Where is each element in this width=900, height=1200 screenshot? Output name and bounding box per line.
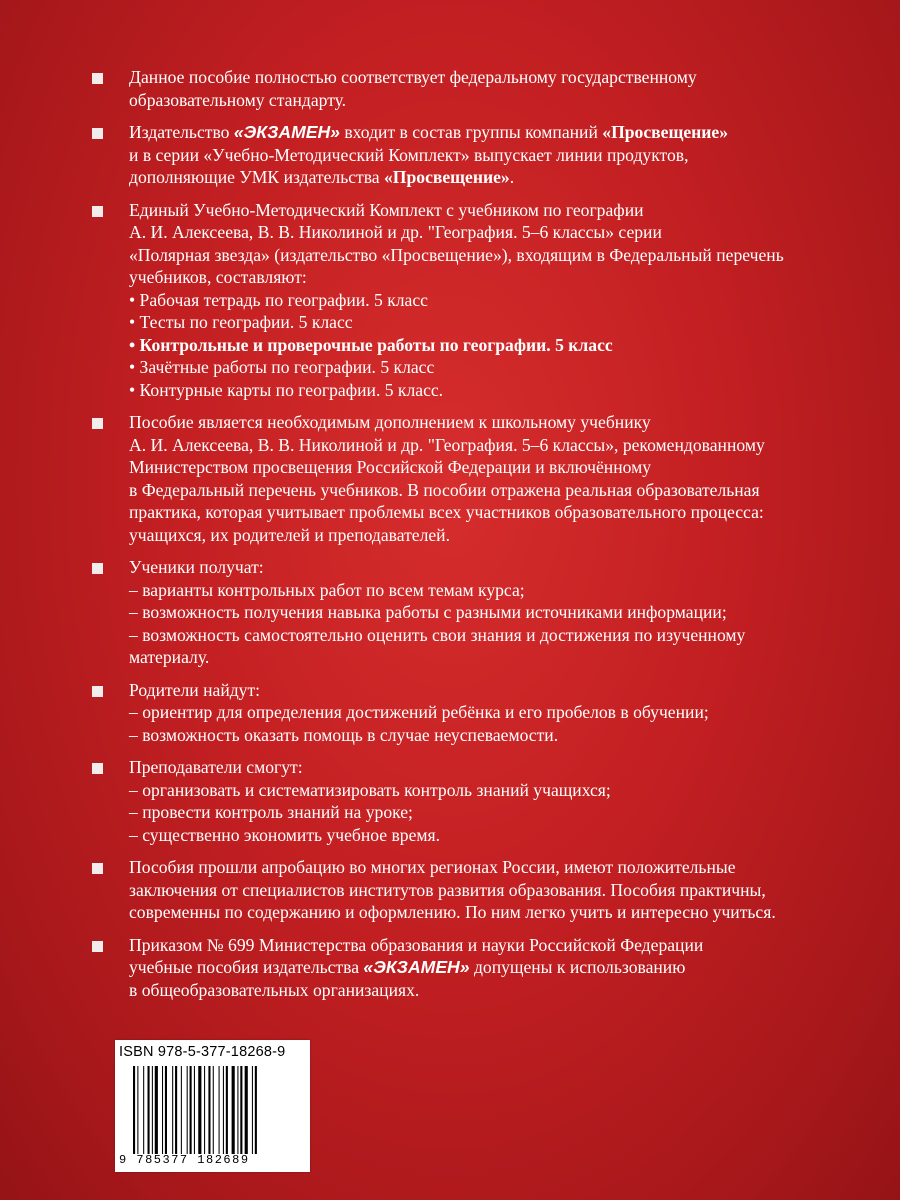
text-run: учебников, составляют: [129,267,307,287]
text-line [129,556,882,579]
square-bullet-icon [92,73,103,84]
text-run: – ориентир для определения достижений ребёнка и его пробелов в обучении; [129,702,709,722]
text-run: Ученики получат: [129,557,264,577]
annotation-text [92,66,882,1011]
text-run: допущены к использованию [469,957,686,977]
text-run: А. И. Алексеева, В. В. Николиной и др. "География. 5–6 классы», рекомендованному [129,434,765,455]
section-2 [92,121,882,189]
text-line [129,456,882,479]
text-line [129,356,882,379]
publisher-name: «ЭКЗАМЕН» [363,957,470,977]
text-run: и в серии «Учебно-Методический Комплект» выпускает линии продуктов, [129,144,689,165]
text-run: – организовать и систематизировать контроль знаний учащихся; [129,779,611,800]
text-run: материалу. [129,647,210,667]
text-line [129,724,882,747]
section-text [129,199,882,402]
section-4 [92,411,882,546]
section-5 [92,556,882,669]
text-run: • Контрольные и проверочные работы по географии. 5 класс [129,334,613,355]
section-3 [92,199,882,402]
text-line [129,379,882,402]
square-bullet-icon [92,686,103,697]
barcode-block [115,1040,310,1172]
text-line [129,166,882,189]
barcode-bar [255,1066,257,1154]
text-run: – возможность оказать помощь в случае неуспеваемости. [129,724,559,745]
text-line [129,89,882,112]
text-line [129,956,882,979]
text-line [129,244,882,267]
section-text [129,679,882,747]
barcode-bar [219,1066,220,1154]
text-line [129,579,882,602]
isbn-label: ISBN 978-5-377-18268-9 [119,1044,286,1060]
text-run: А. И. Алексеева, В. В. Николиной и др. "География. 5–6 классы» серии [129,222,662,242]
text-run: в Федеральный перечень учебников. В пособии отражена реальная образовательная [129,479,760,500]
barcode-bar [190,1066,192,1154]
text-run: Родители найдут: [129,679,261,700]
section-text [129,934,882,1002]
text-line [129,144,882,167]
section-text [129,66,882,111]
text-run: – возможность получения навыка работы с разными источниками информации; [129,602,727,622]
text-line [129,221,882,244]
barcode-bar [165,1066,167,1154]
publisher-name: «ЭКЗАМЕН» [233,122,340,142]
text-run: Издательство [129,122,234,142]
barcode-bar [204,1066,205,1154]
text-line [129,756,882,779]
text-line [129,624,882,647]
text-line [129,434,882,457]
text-run: «Просвещение» [384,167,510,187]
barcode-bar [237,1066,238,1154]
text-line [129,701,882,724]
barcode-icon [133,1066,293,1154]
text-line [129,979,882,1002]
text-line [129,679,882,702]
section-text [129,856,882,924]
square-bullet-icon [92,206,103,217]
text-run: • Контурные карты по географии. 5 класс. [129,379,444,400]
section-6 [92,679,882,747]
section-text [129,556,882,669]
text-run: «Просвещение» [602,122,729,142]
barcode-bar [162,1066,163,1154]
barcode-bar [133,1066,135,1154]
section-7 [92,756,882,846]
square-bullet-icon [92,563,103,574]
text-line [129,601,882,624]
barcode-bar [240,1066,242,1154]
barcode-bar [143,1066,144,1154]
text-line [129,856,882,879]
text-run: учащихся, их родителей и преподавателей. [129,524,450,545]
text-run: современны по содержанию и оформлению. По ним легко учить и интересно учиться. [129,902,776,922]
text-run: учебные пособия издательства [129,957,364,977]
square-bullet-icon [92,941,103,952]
text-line [129,501,882,524]
text-run: входит в состав группы компаний [339,122,603,142]
text-line [129,411,882,434]
text-run: • Рабочая тетрадь по географии. 5 класс [129,289,428,310]
text-run: • Тесты по географии. 5 класс [129,312,353,332]
section-text [129,121,882,189]
barcode-bar [245,1066,248,1154]
text-line [129,334,882,357]
text-line [129,121,882,144]
barcode-bar [187,1066,188,1154]
barcode-bar [226,1066,228,1154]
text-run: «Полярная звезда» (издательство «Просвещение»), входящим в Федеральный перечень [129,244,784,265]
section-text [129,756,882,846]
text-run: Приказом № 699 Министерства образования и науки Российской Федерации [129,934,704,955]
barcode-bar [181,1066,182,1154]
barcode-bar [252,1066,253,1154]
text-run: – существенно экономить учебное время. [129,824,441,845]
text-line [129,479,882,502]
text-line [129,801,882,824]
text-run: Данное пособие полностью соответствует федеральному государственному [129,67,697,87]
text-line [129,934,882,957]
barcode-bar [194,1066,195,1154]
text-run: Пособие является необходимым дополнением к школьному учебнику [129,412,651,432]
barcode-bar [148,1066,150,1154]
square-bullet-icon [92,763,103,774]
square-bullet-icon [92,418,103,429]
barcode-bar [213,1066,214,1154]
barcode-bar [198,1066,201,1154]
text-run: образовательному стандарту. [129,89,347,110]
text-run: дополняющие УМК издательства [129,167,384,187]
barcode-bar [232,1066,235,1154]
text-run: практика, которая учитывает проблемы всех участников образовательного процесса: [129,502,764,522]
text-run: – провести контроль знаний на уроке; [129,802,413,822]
text-run: Единый Учебно-Методический Комплект с учебником по географии [129,199,644,220]
text-run: Преподаватели смогут: [129,757,303,777]
barcode-bar [208,1066,210,1154]
text-run: . [509,167,515,187]
text-line [129,779,882,802]
text-line [129,824,882,847]
section-1 [92,66,882,111]
text-line [129,879,882,902]
barcode-bar [155,1066,158,1154]
barcode-bar [172,1066,173,1154]
text-line [129,199,882,222]
barcode-digits: 9 785377 182689 [119,1153,250,1167]
text-run: • Зачётные работы по географии. 5 класс [129,357,435,377]
text-line [129,646,882,669]
square-bullet-icon [92,128,103,139]
text-line [129,289,882,312]
square-bullet-icon [92,863,103,874]
text-run: заключения от специалистов институтов развития образования. Пособия практичны, [129,879,766,900]
barcode-bar [223,1066,224,1154]
text-run: – варианты контрольных работ по всем темам курса; [129,579,525,600]
section-9 [92,934,882,1002]
text-run: – возможность самостоятельно оценить свои знания и достижения по изученному [129,624,746,645]
text-run: Пособия прошли апробацию во многих регионах России, имеют положительные [129,857,736,877]
barcode-bar [175,1066,177,1154]
text-line [129,266,882,289]
text-line [129,524,882,547]
text-line [129,66,882,89]
section-text [129,411,882,546]
text-run: в общеобразовательных организациях. [129,979,420,1000]
text-line [129,901,882,924]
section-8 [92,856,882,924]
barcode-bar [152,1066,153,1154]
text-run: Министерством просвещения Российской Федерации и включённому [129,457,652,477]
text-line [129,311,882,334]
barcode-bar [137,1066,138,1154]
